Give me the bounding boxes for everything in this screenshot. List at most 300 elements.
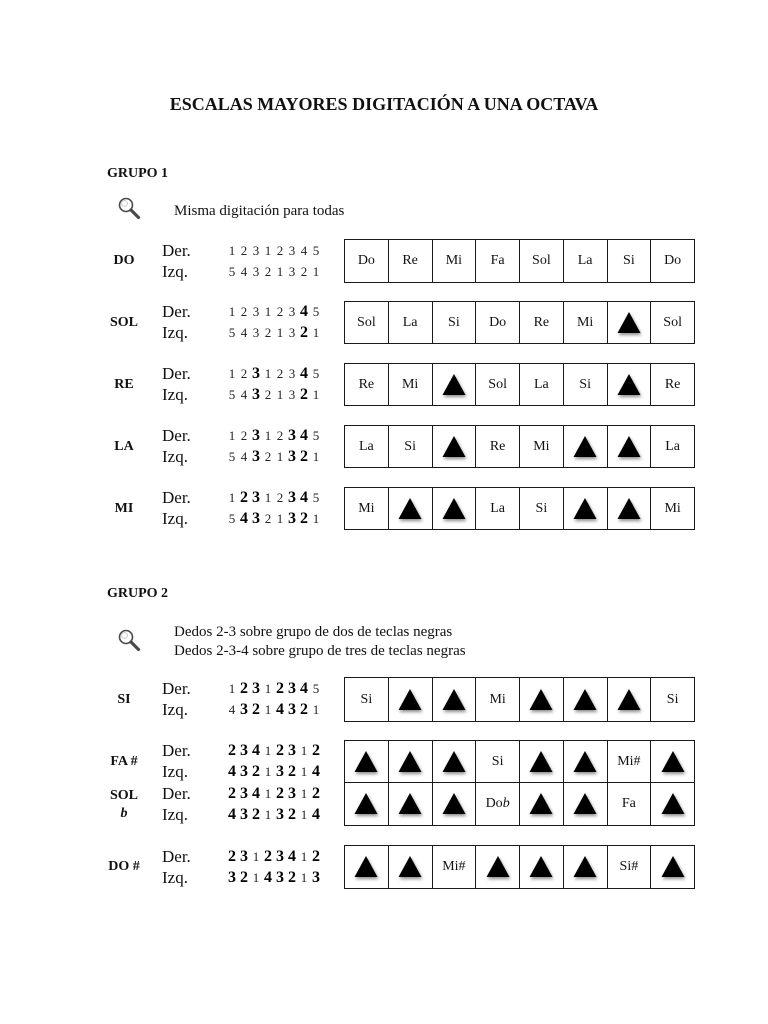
finger-number: 2 — [300, 263, 308, 279]
black-triangle-icon — [616, 497, 642, 521]
note-cell — [607, 364, 651, 405]
finger-number: 2 — [288, 763, 296, 780]
left-hand-fingering — [226, 447, 322, 467]
black-triangle-icon — [528, 750, 554, 774]
note-name: Sol — [532, 253, 551, 268]
right-hand-label: Der. — [162, 426, 191, 445]
finger-number: 3 — [288, 784, 296, 802]
note-name: Mi# — [617, 753, 641, 769]
note-table — [344, 845, 695, 889]
note-cell — [388, 364, 432, 405]
note-cell — [563, 426, 607, 467]
black-triangle-icon — [353, 855, 379, 879]
finger-number: 2 — [312, 847, 320, 865]
group-1-note: Misma digitación para todas — [174, 203, 345, 219]
finger-number: 1 — [228, 428, 236, 443]
finger-number: 2 — [240, 242, 248, 258]
finger-number: 1 — [264, 242, 272, 258]
right-hand-fingering — [226, 679, 322, 699]
finger-number: 5 — [312, 304, 320, 319]
finger-number: 3 — [288, 304, 296, 319]
note-name: Do — [485, 796, 503, 811]
finger-number: 3 — [288, 387, 296, 402]
scale-label: DO # — [108, 859, 140, 874]
finger-number: 2 — [264, 263, 272, 279]
finger-number: 1 — [312, 387, 320, 402]
left-hand-fingering — [226, 700, 322, 720]
scale-label: FA # — [110, 753, 138, 769]
finger-number: 5 — [228, 449, 236, 464]
finger-number: 2 — [252, 701, 260, 718]
note-name: Mi — [358, 500, 375, 516]
finger-number: 2 — [264, 847, 272, 865]
group-2-note: Dedos 2-3-4 sobre grupo de tres de teclas negras — [174, 643, 466, 659]
finger-number: 3 — [288, 427, 296, 444]
finger-number: 1 — [300, 869, 308, 885]
note-name: Re — [533, 314, 550, 330]
note-cell — [475, 846, 519, 888]
finger-number: 4 — [300, 680, 308, 697]
finger-number: 4 — [240, 449, 248, 464]
finger-number: 2 — [240, 489, 248, 506]
finger-number: 2 — [276, 680, 284, 697]
finger-number: 2 — [300, 510, 308, 527]
finger-number: 5 — [312, 428, 320, 443]
note-name: Si — [666, 691, 679, 707]
black-triangle-icon — [397, 855, 423, 879]
finger-number: 3 — [252, 427, 260, 444]
finger-number: 1 — [276, 263, 284, 279]
finger-number: 4 — [300, 365, 308, 382]
note-cell — [475, 364, 519, 405]
right-hand-fingering — [226, 426, 322, 446]
note-name: Mi# — [442, 859, 466, 874]
note-name: Si — [360, 691, 373, 707]
note-cell — [650, 302, 694, 343]
finger-number: 4 — [276, 701, 284, 718]
note-name: Sol — [488, 376, 507, 392]
finger-number: 1 — [312, 702, 320, 717]
finger-number: 3 — [240, 763, 248, 780]
scale-label: DO — [113, 253, 135, 268]
finger-number: 3 — [288, 680, 296, 697]
group-2-note: Dedos 2-3 sobre grupo de dos de teclas negras — [174, 624, 453, 640]
note-cell — [475, 488, 519, 529]
finger-number: 4 — [228, 763, 236, 780]
note-cell — [388, 783, 432, 825]
note-name: Mi — [533, 438, 550, 454]
finger-number: 4 — [264, 868, 272, 886]
finger-number: 3 — [288, 242, 296, 258]
note-cell — [519, 426, 563, 467]
note-cell — [607, 240, 651, 282]
black-triangle-icon — [441, 497, 467, 521]
black-triangle-icon — [397, 497, 423, 521]
note-cell — [607, 488, 651, 529]
left-hand-label: Izq. — [162, 804, 188, 824]
finger-number: 3 — [240, 805, 248, 823]
black-triangle-icon — [441, 688, 467, 712]
finger-number: 4 — [300, 427, 308, 444]
black-triangle-icon — [572, 750, 598, 774]
right-hand-fingering — [226, 302, 322, 322]
note-cell — [650, 364, 694, 405]
left-hand-fingering — [226, 868, 322, 888]
black-triangle-icon — [572, 792, 598, 816]
note-cell — [563, 302, 607, 343]
black-triangle-icon — [660, 750, 686, 774]
note-cell — [607, 302, 651, 343]
black-triangle-icon — [441, 750, 467, 774]
note-cell — [432, 783, 476, 825]
left-hand-fingering — [226, 509, 322, 529]
note-name: La — [490, 500, 505, 516]
note-cell — [607, 783, 651, 825]
note-cell — [345, 783, 388, 825]
note-name: Mi — [576, 314, 594, 330]
note-name: Fa — [621, 796, 636, 811]
note-cell — [432, 364, 476, 405]
note-cell — [432, 302, 476, 343]
finger-number: 2 — [288, 805, 296, 823]
finger-number: 1 — [264, 702, 272, 717]
finger-number: 2 — [264, 325, 272, 340]
finger-number: 1 — [300, 764, 308, 779]
finger-number: 3 — [288, 510, 296, 527]
finger-number: 3 — [288, 489, 296, 506]
right-hand-fingering — [226, 241, 322, 261]
finger-number: 2 — [300, 386, 308, 403]
scale-label-flat: b — [120, 806, 128, 821]
note-cell — [432, 240, 476, 282]
finger-number: 3 — [252, 386, 260, 403]
note-cell — [345, 488, 388, 529]
finger-number: 3 — [252, 489, 260, 506]
right-hand-label: Der. — [162, 846, 191, 866]
finger-number: 3 — [276, 763, 284, 780]
note-flat-mark: b — [502, 796, 510, 811]
left-hand-fingering — [226, 262, 322, 282]
finger-number: 3 — [228, 868, 236, 886]
note-name: La — [577, 253, 593, 268]
finger-number: 2 — [276, 742, 284, 759]
note-name: Sol — [663, 314, 682, 330]
finger-number: 1 — [300, 743, 308, 758]
note-cell — [563, 741, 607, 782]
note-name: La — [665, 438, 680, 454]
left-hand-label: Izq. — [162, 385, 188, 404]
scale-label: SOL — [109, 314, 138, 330]
finger-number: 4 — [312, 805, 320, 823]
finger-number: 1 — [228, 366, 236, 381]
note-cell — [432, 426, 476, 467]
finger-number: 2 — [252, 763, 260, 780]
note-table — [344, 487, 695, 530]
finger-number: 4 — [288, 847, 296, 865]
finger-number: 1 — [252, 869, 260, 885]
black-triangle-icon — [616, 373, 642, 397]
note-cell — [563, 240, 607, 282]
note-cell — [345, 426, 388, 467]
finger-number: 2 — [240, 428, 248, 443]
right-hand-fingering — [226, 741, 322, 761]
finger-number: 2 — [288, 868, 296, 886]
finger-number: 4 — [300, 303, 308, 320]
finger-number: 3 — [276, 868, 284, 886]
note-cell — [432, 678, 476, 721]
finger-number: 3 — [240, 742, 248, 759]
note-cell — [650, 240, 694, 282]
finger-number: 1 — [264, 428, 272, 443]
note-name: Si — [404, 438, 416, 454]
note-cell — [563, 783, 607, 825]
note-name: Si — [448, 314, 460, 330]
right-hand-label: Der. — [162, 302, 191, 321]
note-name: Do — [357, 253, 375, 268]
right-hand-label: Der. — [162, 240, 191, 260]
finger-number: 4 — [240, 325, 248, 340]
note-cell — [345, 678, 388, 721]
note-name: Si — [535, 500, 548, 516]
group-1-heading: GRUPO 1 — [107, 166, 169, 181]
note-cell — [519, 302, 563, 343]
note-cell — [388, 678, 432, 721]
finger-number: 1 — [264, 366, 272, 381]
finger-number: 5 — [312, 366, 320, 381]
left-hand-label: Izq. — [162, 447, 188, 466]
note-name: Mi — [401, 376, 419, 392]
note-cell — [475, 678, 519, 721]
finger-number: 1 — [276, 387, 284, 402]
black-triangle-icon — [660, 855, 686, 879]
note-name: Si — [623, 253, 635, 268]
black-triangle-icon — [616, 435, 642, 459]
magnifier-icon — [116, 195, 142, 221]
left-hand-fingering — [226, 385, 322, 405]
finger-number: 3 — [240, 701, 248, 718]
note-table — [344, 740, 695, 783]
finger-number: 4 — [312, 763, 320, 780]
finger-number: 2 — [264, 449, 272, 464]
finger-number: 4 — [228, 702, 236, 717]
note-cell — [345, 364, 388, 405]
finger-number: 4 — [252, 742, 260, 759]
note-cell — [650, 426, 694, 467]
finger-number: 2 — [300, 448, 308, 465]
right-hand-label: Der. — [162, 741, 191, 760]
finger-number: 5 — [312, 490, 320, 505]
black-triangle-icon — [660, 792, 686, 816]
finger-number: 4 — [252, 784, 260, 802]
note-cell — [475, 240, 519, 282]
finger-number: 5 — [228, 387, 236, 402]
note-table — [344, 239, 695, 283]
black-triangle-icon — [353, 792, 379, 816]
finger-number: 4 — [300, 489, 308, 506]
note-cell — [388, 302, 432, 343]
finger-number: 1 — [276, 449, 284, 464]
note-name: La — [533, 376, 549, 392]
group-2-heading: GRUPO 2 — [107, 586, 169, 601]
left-hand-fingering — [226, 323, 322, 343]
scale-label: MI — [114, 500, 134, 516]
note-cell — [432, 846, 476, 888]
note-name: Re — [664, 376, 681, 392]
right-hand-fingering — [226, 488, 322, 508]
black-triangle-icon — [572, 497, 598, 521]
finger-number: 1 — [264, 681, 272, 696]
finger-number: 1 — [300, 848, 308, 864]
black-triangle-icon — [528, 688, 554, 712]
finger-number: 3 — [252, 448, 260, 465]
note-name: Si# — [619, 859, 639, 874]
note-cell — [650, 741, 694, 782]
finger-number: 1 — [276, 511, 284, 526]
black-triangle-icon — [572, 435, 598, 459]
black-triangle-icon — [616, 311, 642, 335]
note-cell — [650, 846, 694, 888]
note-cell — [607, 678, 651, 721]
finger-number: 1 — [300, 785, 308, 801]
finger-number: 3 — [288, 263, 296, 279]
finger-number: 4 — [228, 805, 236, 823]
left-hand-fingering — [226, 805, 322, 825]
note-name: La — [358, 438, 374, 454]
finger-number: 3 — [240, 784, 248, 802]
black-triangle-icon — [572, 688, 598, 712]
left-hand-label: Izq. — [162, 509, 188, 528]
finger-number: 1 — [228, 242, 236, 258]
finger-number: 1 — [228, 490, 236, 505]
note-cell — [650, 783, 694, 825]
scale-label: SI — [117, 691, 131, 707]
finger-number: 2 — [276, 304, 284, 319]
finger-number: 1 — [228, 304, 236, 319]
finger-number: 2 — [264, 387, 272, 402]
note-cell — [607, 846, 651, 888]
right-hand-fingering — [226, 784, 322, 804]
note-table — [344, 677, 695, 722]
black-triangle-icon — [616, 688, 642, 712]
finger-number: 3 — [312, 868, 320, 886]
finger-number: 1 — [312, 325, 320, 340]
note-cell — [563, 846, 607, 888]
finger-number: 3 — [252, 510, 260, 527]
finger-number: 2 — [300, 324, 308, 341]
right-hand-fingering — [226, 847, 322, 867]
note-cell — [563, 364, 607, 405]
note-cell — [607, 741, 651, 782]
scale-label: LA — [114, 438, 134, 454]
note-cell — [345, 302, 388, 343]
black-triangle-icon — [528, 792, 554, 816]
scale-label: SOL — [109, 787, 138, 803]
scale-label: RE — [114, 376, 134, 392]
note-cell — [519, 364, 563, 405]
finger-number: 2 — [312, 784, 320, 802]
finger-number: 2 — [240, 366, 248, 381]
finger-number: 1 — [252, 848, 260, 864]
finger-number: 3 — [252, 242, 260, 258]
finger-number: 3 — [288, 701, 296, 718]
finger-number: 2 — [252, 805, 260, 823]
note-table — [344, 363, 695, 406]
page-title: ESCALAS MAYORES DIGITACIÓN A UNA OCTAVA — [169, 94, 599, 114]
finger-number: 2 — [276, 366, 284, 381]
black-triangle-icon — [441, 435, 467, 459]
right-hand-label: Der. — [162, 364, 191, 383]
right-hand-label: Der. — [162, 783, 191, 803]
note-cell — [475, 426, 519, 467]
finger-number: 3 — [252, 365, 260, 382]
note-name: Si — [491, 753, 504, 769]
finger-number: 1 — [264, 806, 272, 822]
note-name: Re — [358, 376, 375, 392]
note-cell — [475, 741, 519, 782]
left-hand-label: Izq. — [162, 867, 188, 887]
note-cell — [345, 741, 388, 782]
finger-number: 4 — [240, 263, 248, 279]
finger-number: 3 — [288, 325, 296, 340]
black-triangle-icon — [528, 855, 554, 879]
finger-number: 2 — [264, 511, 272, 526]
left-hand-label: Izq. — [162, 261, 188, 281]
finger-number: 3 — [240, 847, 248, 865]
finger-number: 2 — [300, 701, 308, 718]
finger-number: 2 — [276, 784, 284, 802]
finger-number: 1 — [264, 785, 272, 801]
finger-number: 2 — [228, 847, 236, 865]
finger-number: 1 — [264, 490, 272, 505]
note-name: Mi — [489, 691, 506, 707]
finger-number: 2 — [240, 304, 248, 319]
note-cell — [519, 846, 563, 888]
note-name: Re — [402, 253, 418, 268]
black-triangle-icon — [397, 750, 423, 774]
finger-number: 5 — [228, 263, 236, 279]
finger-number: 2 — [276, 490, 284, 505]
black-triangle-icon — [397, 688, 423, 712]
finger-number: 1 — [312, 511, 320, 526]
magnifier-icon — [116, 627, 142, 653]
finger-number: 1 — [300, 806, 308, 822]
left-hand-fingering — [226, 762, 322, 782]
finger-number: 2 — [228, 742, 236, 759]
note-cell — [388, 240, 432, 282]
note-cell — [388, 488, 432, 529]
finger-number: 4 — [240, 510, 248, 527]
note-name: Mi — [664, 500, 681, 516]
finger-number: 3 — [276, 805, 284, 823]
note-name: Si — [579, 376, 591, 392]
note-cell — [519, 678, 563, 721]
note-name: Mi — [445, 253, 463, 268]
note-name: Fa — [490, 253, 505, 268]
finger-number: 3 — [252, 325, 260, 340]
left-hand-label: Izq. — [162, 323, 188, 342]
note-cell — [563, 488, 607, 529]
finger-number: 4 — [300, 242, 308, 258]
note-name: La — [402, 314, 418, 330]
note-name: Do — [489, 314, 507, 330]
note-table — [344, 301, 695, 344]
finger-number: 2 — [312, 742, 320, 759]
finger-number: 2 — [276, 242, 284, 258]
finger-number: 1 — [264, 304, 272, 319]
right-hand-label: Der. — [162, 488, 191, 507]
note-cell — [388, 846, 432, 888]
finger-number: 1 — [264, 743, 272, 758]
